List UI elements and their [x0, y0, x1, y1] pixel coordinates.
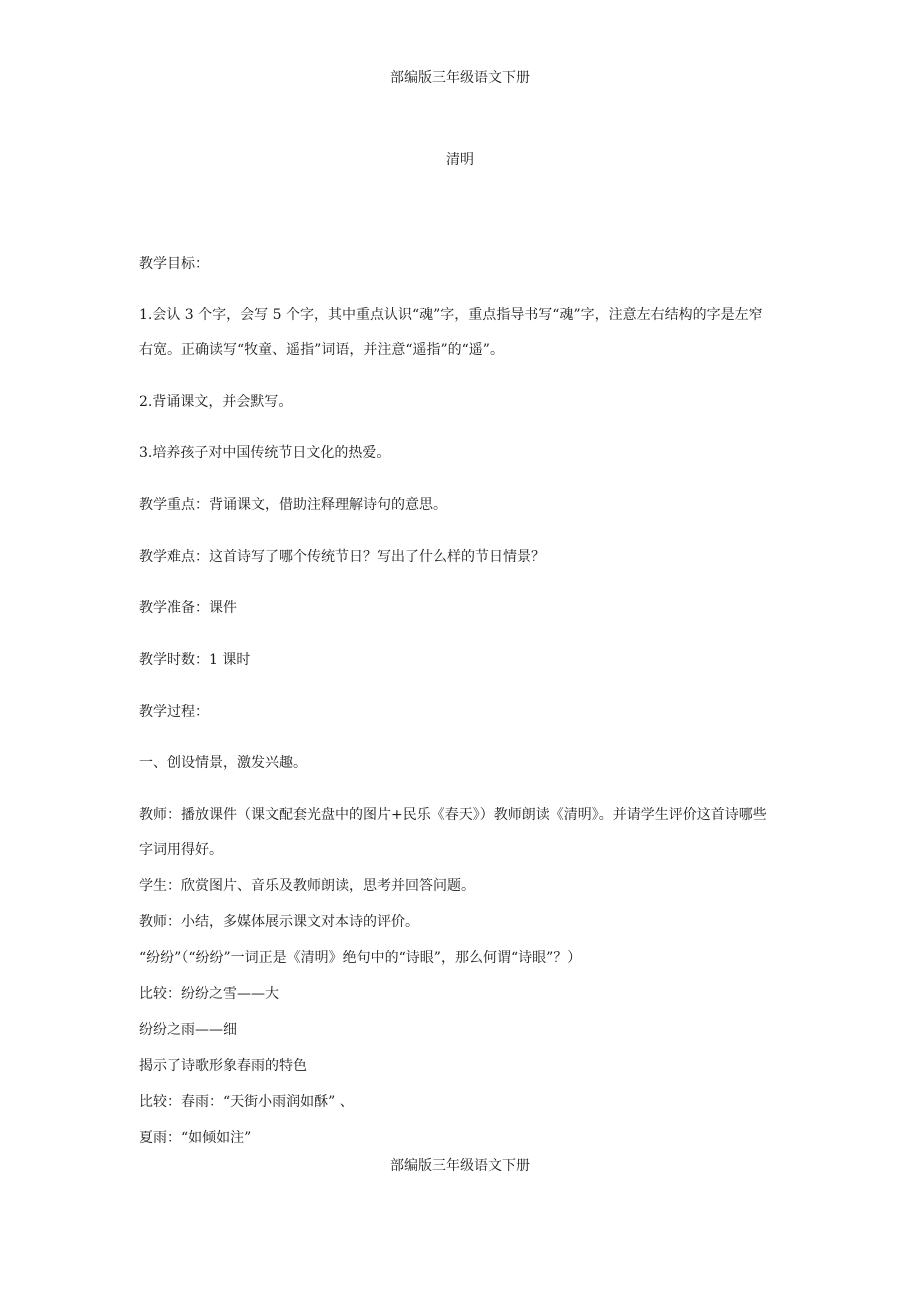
- paragraph-line: 2.背诵课文，并会默写。: [139, 394, 293, 410]
- paragraph-line: 字词用得好。: [139, 842, 223, 858]
- section-heading-objectives: 教学目标：: [139, 256, 209, 272]
- paragraph-line: 比较：春雨：“天街小雨润如酥” 、: [139, 1094, 354, 1110]
- page-header: 部编版三年级语文下册: [390, 70, 530, 86]
- paragraph-line: 教学准备：课件: [139, 600, 237, 616]
- paragraph-line: 1.会认 3 个字，会写 5 个字，其中重点认识“魂”字，重点指导书写“魂”字，注意左右结构的字是左窄: [139, 307, 763, 323]
- document-title: 清明: [446, 152, 474, 168]
- paragraph-line: 揭示了诗歌形象春雨的特色: [139, 1058, 307, 1074]
- paragraph-line: 教师：播放课件（课文配套光盘中的图片+民乐《春天》）教师朗读《清明》。并请学生评价这首诗哪些: [139, 807, 767, 823]
- page-footer: 部编版三年级语文下册: [390, 1158, 530, 1174]
- paragraph-line: 教师：小结，多媒体展示课文对本诗的评价。: [139, 914, 419, 930]
- section-heading-process: 教学过程：: [139, 704, 209, 720]
- paragraph-line: 学生：欣赏图片、音乐及教师朗读，思考并回答问题。: [139, 878, 475, 894]
- paragraph-line: “纷纷”（“纷纷”一词正是《清明》绝句中的“诗眼”，那么何谓“诗眼”？）: [139, 950, 582, 966]
- paragraph-line: 教学重点：背诵课文，借助注释理解诗句的意思。: [139, 497, 447, 513]
- paragraph-line: 3.培养孩子对中国传统节日文化的热爱。: [139, 445, 391, 461]
- paragraph-line: 夏雨：“如倾如注”: [139, 1130, 252, 1146]
- paragraph-line: 教学时数：1 课时: [139, 652, 251, 668]
- paragraph-line: 教学难点：这首诗写了哪个传统节日？写出了什么样的节日情景？: [139, 549, 545, 565]
- paragraph-line: 比较：纷纷之雪——大: [139, 986, 279, 1002]
- paragraph-line: 一、创设情景，激发兴趣。: [139, 755, 307, 771]
- paragraph-line: 右宽。正确读写“牧童、遥指”词语，并注意“遥指”的“遥”。: [139, 342, 504, 358]
- paragraph-line: 纷纷之雨——细: [139, 1022, 237, 1038]
